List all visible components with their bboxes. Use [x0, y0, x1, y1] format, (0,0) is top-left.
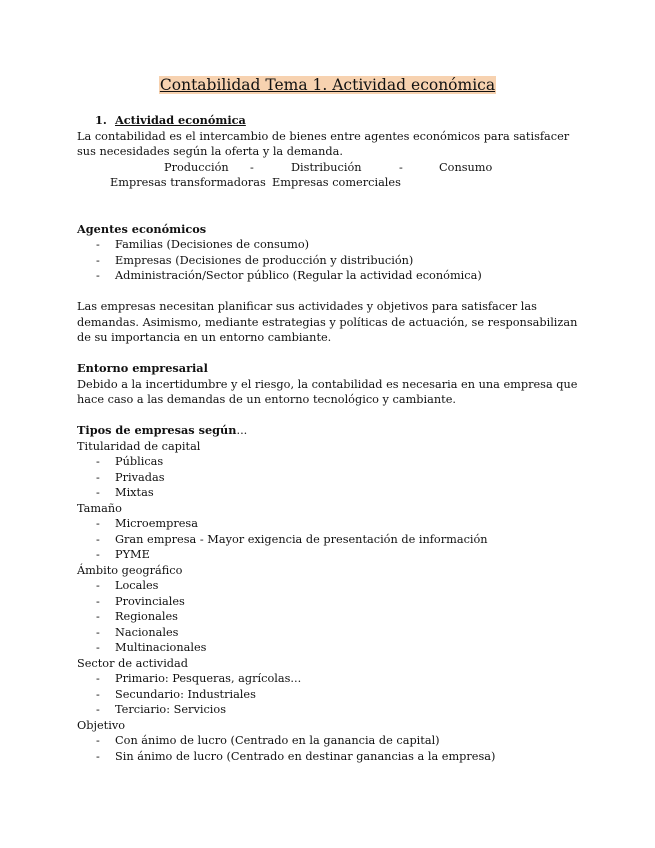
list-item: - Regionales	[77, 609, 587, 625]
list-ambito	[77, 578, 587, 656]
list-item: - PYME	[77, 547, 587, 563]
list-item: - Provinciales	[77, 594, 587, 610]
list-item: - Privadas	[77, 470, 587, 486]
flow-dash-1: -	[250, 160, 254, 174]
list-item: - Administración/Sector público (Regular la actividad económica)	[77, 268, 587, 284]
section-heading-actividad	[77, 113, 587, 129]
paragraph-planificacion: Las empresas necesitan planificar sus actividades y objetivos para satisfacer las demandas. Asimismo, mediante estrategias y políticas de actuación, se responsabilizan de su importancia en un entorno cambiante.	[77, 300, 578, 344]
list-titularidad	[77, 454, 587, 501]
heading-tipos-rest: ...	[236, 424, 248, 437]
list-item: - Multinacionales	[77, 640, 587, 656]
list-item: - Gran empresa - Mayor exigencia de presentación de información	[77, 532, 587, 548]
list-item: - Secundario: Industriales	[77, 687, 587, 703]
flow-produccion: Producción	[164, 160, 229, 174]
list-tamano	[77, 516, 587, 563]
heading-entorno: Entorno empresarial	[77, 361, 208, 375]
heading-tipos-bold: Tipos de empresas según	[77, 423, 237, 437]
flow-distribucion: Distribución	[291, 160, 362, 174]
group-label: Ámbito geográfico	[77, 563, 183, 577]
list-objetivo	[77, 733, 587, 764]
page-title	[0, 75, 655, 95]
document-body	[77, 113, 587, 764]
list-item: - Mixtas	[77, 485, 587, 501]
heading-agentes: Agentes económicos	[77, 221, 207, 236]
group-label: Sector de actividad	[77, 656, 188, 670]
flow-sub-row	[77, 175, 587, 191]
flow-sub-transformadoras: Empresas transformadoras	[110, 176, 266, 189]
flow-row	[77, 160, 587, 176]
group-label: Titularidad de capital	[77, 439, 201, 453]
group-label: Objetivo	[77, 718, 126, 732]
flow-dash-2: -	[399, 160, 403, 174]
list-item: - Empresas (Decisiones de producción y distribución)	[77, 253, 587, 269]
list-item: - Locales	[77, 578, 587, 594]
paragraph-entorno: Debido a la incertidumbre y el riesgo, la contabilidad es necesaria en una empresa que hace caso a las demandas de un entorno tecnológico y cambiante.	[77, 377, 578, 406]
list-item: - Familias (Decisiones de consumo)	[77, 237, 587, 253]
list-item: - Terciario: Servicios	[77, 702, 587, 718]
page-title-text: Contabilidad Tema 1. Actividad económica	[159, 76, 496, 94]
list-item: - Con ánimo de lucro (Centrado en la ganancia de capital)	[77, 733, 587, 749]
list-agentes	[77, 237, 587, 284]
group-label: Tamaño	[77, 501, 122, 515]
list-item: - Sin ánimo de lucro (Centrado en destinar ganancias a la empresa)	[77, 749, 587, 765]
section-heading-text: Actividad económica	[115, 113, 246, 127]
section-number: 1.	[95, 113, 107, 127]
paragraph-definition: La contabilidad es el intercambio de bienes entre agentes económicos para satisfacer sus necesidades según la oferta y la demanda.	[77, 129, 570, 158]
list-item: - Microempresa	[77, 516, 587, 532]
list-item: - Nacionales	[77, 625, 587, 641]
list-sector	[77, 671, 587, 718]
flow-sub-comerciales: Empresas comerciales	[272, 176, 401, 189]
list-item: - Públicas	[77, 454, 587, 470]
flow-consumo: Consumo	[439, 160, 493, 174]
heading-tipos	[77, 423, 587, 439]
list-item: - Primario: Pesqueras, agrícolas...	[77, 671, 587, 687]
